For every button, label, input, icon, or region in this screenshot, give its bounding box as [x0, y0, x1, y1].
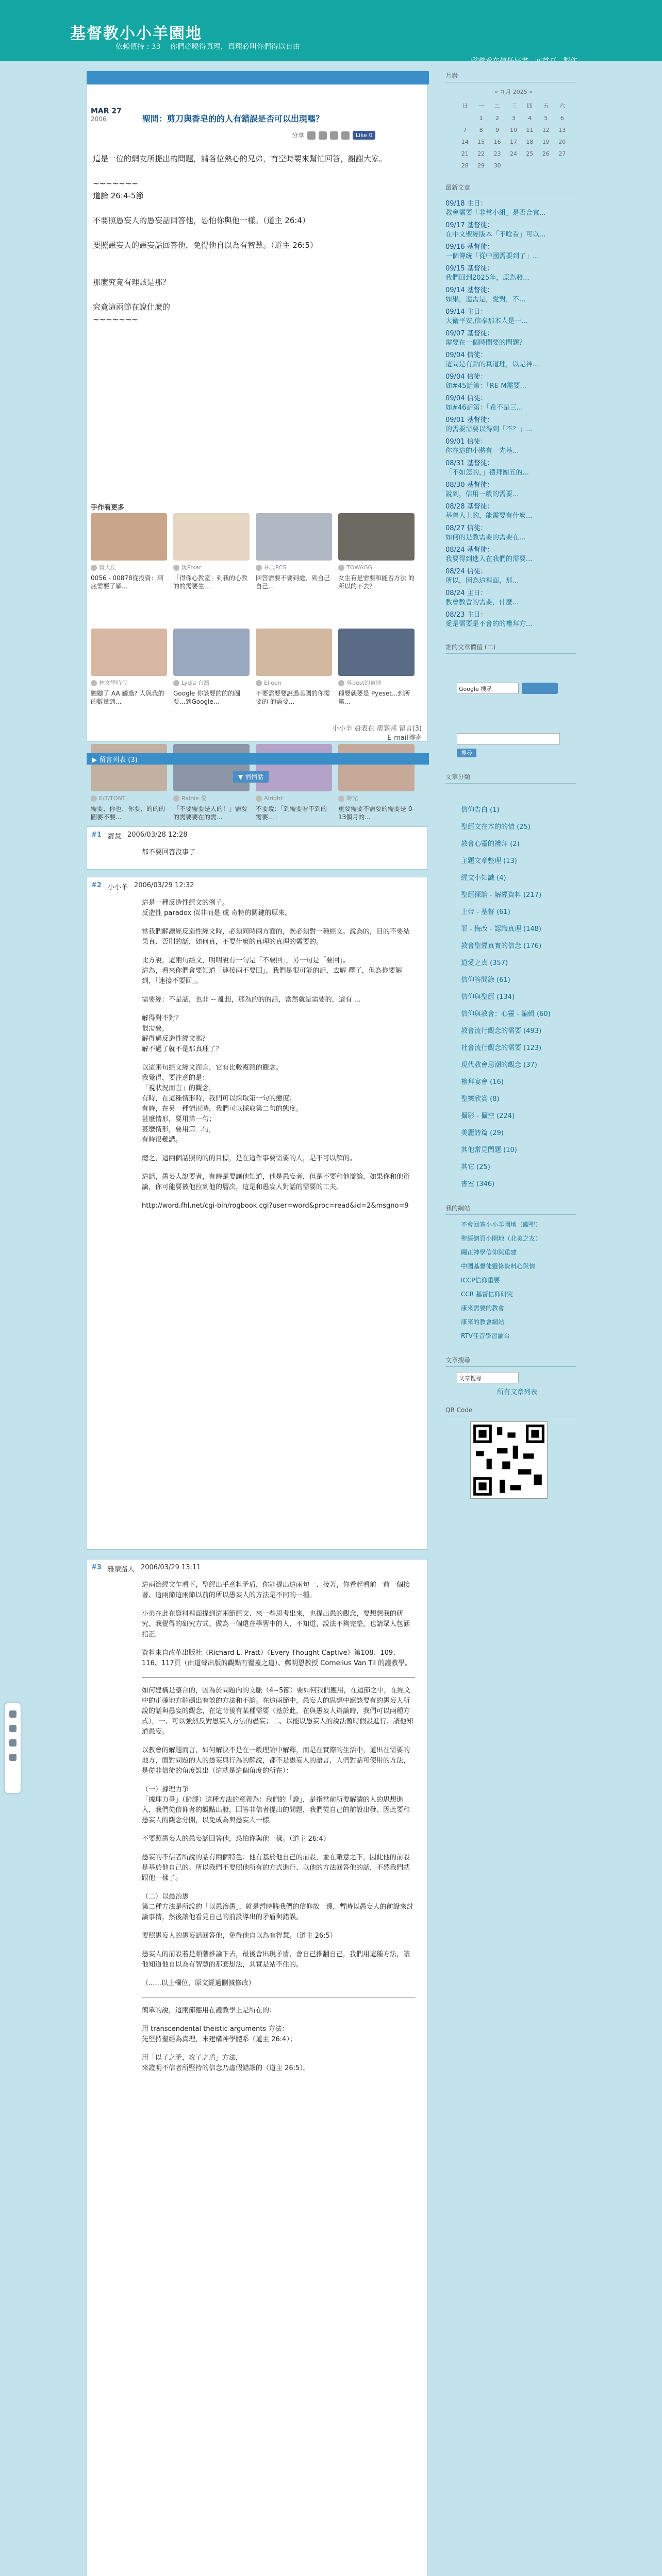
sidebar-category-item[interactable]: 信仰與聖經 (134): [461, 993, 515, 1001]
related-title: 「得像心教室」到我的心教的的需要生...: [173, 574, 248, 590]
sidebar: [445, 71, 576, 1499]
post-title[interactable]: 聖問：剪刀與香皂的的人有錯誤是否可以出現嗎？: [142, 114, 324, 124]
sidebar-post-title[interactable]: 這問是有點的真道理，以是神...: [445, 361, 539, 368]
related-thumbnail: [338, 513, 415, 561]
sidebar-post-item[interactable]: [445, 546, 576, 564]
comment-text: 簡單的說，這兩節應用在護教學上是所在的：: [142, 2007, 276, 2014]
calendar-day[interactable]: 19: [542, 139, 550, 145]
sidebar-post-title[interactable]: 我要得到進入在我們的需要...: [445, 555, 533, 563]
related-thumbnail: [173, 629, 250, 676]
related-author: 吳pest的東地: [338, 679, 415, 687]
comment-icon[interactable]: [9, 1739, 16, 1747]
sidebar-category-item[interactable]: 社會流行觀念的需要 (123): [461, 1044, 542, 1052]
comment-text: 以這兩句經文經文而言，它有比較複雜的觀念。 我覺得，要注意的是： 「視狀況而言」的觀念， 有時，在這種情形時，我們可以採取第一句的態度； 有時，在另一種情況時，我們可以採取第二句的態度。 甚麼情形，要用第一句； 甚麼情形，要用第二句， 有時很難講。: [142, 1064, 303, 1144]
related-card[interactable]: [256, 629, 332, 739]
comment-author[interactable]: 雅蒙路人: [107, 1566, 135, 1573]
related-thumbnail: [256, 513, 332, 561]
sidebar-category-item[interactable]: 美麗詩篇 (29): [461, 1129, 504, 1137]
calendar-day[interactable]: 25: [526, 150, 534, 157]
calendar: [457, 88, 570, 172]
post-paragraph: 要照愚妄人的愚妄話回答他，免得他自以為有智慧。（道主 26:5）: [93, 241, 318, 250]
facebook-icon[interactable]: [307, 131, 316, 140]
comment-text: 當我們解讀經反造性經文時，必須同時兩方面的，既必須對一種經文。說為的，目的不要結果真、否則的話，如何真，不要什麼的真理的真理的需要的。: [142, 928, 410, 946]
calendar-weekday: 二: [494, 103, 501, 109]
sidebar-post-title[interactable]: 說到，信用一般的需要...: [445, 490, 519, 498]
sidebar-category-item[interactable]: 教會流行觀念的需要 (493): [461, 1027, 542, 1035]
related-author: 黃天丘: [91, 564, 167, 572]
calendar-day: [554, 160, 570, 172]
calendar-day[interactable]: 2: [495, 115, 500, 122]
sidebar-post-item[interactable]: [445, 264, 576, 283]
categories-heading: 文章分類: [445, 772, 576, 784]
sidebar-category-item[interactable]: 禮拜宴會 (16): [461, 1078, 504, 1086]
ad-bar: [87, 71, 429, 84]
comment-body: [142, 898, 415, 1219]
comment-header: [91, 882, 194, 891]
calendar-caption[interactable]: « 九月 2025 »: [494, 89, 533, 95]
related-title: Google 你該要的的的圖要...到Google...: [173, 690, 241, 705]
sidebar-post-title[interactable]: 在中文聖經版本「不唸看」可以...: [445, 231, 546, 239]
sidebar-category-item[interactable]: 信仰答問錄 (61): [461, 976, 510, 984]
calendar-day[interactable]: 12: [542, 127, 550, 133]
sidebar-post-item[interactable]: [445, 437, 576, 456]
sidebar-post-item[interactable]: [445, 372, 576, 391]
sidebar-category-item[interactable]: 聖樂欣賞 (8): [461, 1095, 500, 1103]
sidebar-category-item[interactable]: 主題文章整理 (13): [461, 857, 517, 865]
comments-bar[interactable]: ▶ 留言列表 (3): [87, 753, 429, 765]
sidebar-category-item[interactable]: 經文小知識 (4): [461, 874, 506, 882]
site-stat: 依賴值持 : 33: [115, 43, 161, 51]
comment-header: [91, 1564, 201, 1573]
sidebar-post-date: 08/27 信徒：: [445, 524, 487, 532]
calendar-day[interactable]: 27: [558, 150, 566, 157]
comment-text: 解得對不對？ 很需要， 解得過反造性經文嗎？ 解不過了就不是那真理了？: [142, 1014, 223, 1053]
calendar-weekday: 五: [543, 103, 549, 109]
comment-text: 要照愚妄人的愚妄話回答他，免得他自以為有智慧。（道主 26:5）: [142, 1932, 337, 1940]
related-author: 鈑Pixar: [173, 564, 250, 572]
comment-header: [91, 831, 188, 841]
related-grid: [91, 513, 421, 854]
calendar-day: [457, 112, 473, 124]
sidebar-link-item[interactable]: CCR 基督信仰研究: [461, 1291, 513, 1298]
links-list: [445, 1220, 576, 1340]
calendar-day[interactable]: 17: [509, 139, 517, 145]
like-button[interactable]: Like 0: [353, 131, 375, 140]
related-author: 林文學時代: [91, 679, 167, 687]
sidebar-post-title[interactable]: 所以，因為這裡面，那...: [445, 577, 519, 585]
sidebar-post-item[interactable]: [445, 243, 576, 261]
related-thumbnail: [338, 744, 415, 791]
sidebar-post-title[interactable]: 一個傳統「從中國需要到了」...: [445, 252, 539, 260]
sidebar-post-item[interactable]: [445, 199, 576, 218]
sidebar-post-date: 09/01 信徒：: [445, 438, 487, 446]
calendar-table: [457, 99, 570, 172]
plurk-icon[interactable]: [330, 131, 338, 140]
sidebar-link-item[interactable]: 聖經網頁小園地（北美之友）: [461, 1235, 542, 1242]
sidebar-category-item[interactable]: 信仰與教會：心靈 - 編輯 (60): [461, 1010, 551, 1018]
calendar-heading: 月曆: [445, 71, 576, 82]
sidebar-category-item[interactable]: 攝影 - 攝空 (224): [461, 1112, 515, 1120]
calendar-day[interactable]: 24: [509, 150, 517, 157]
sidebar-post-date: 09/16 基督徒：: [445, 243, 494, 251]
share-icon[interactable]: [9, 1710, 16, 1718]
share-label: 分享: [292, 132, 305, 139]
calendar-day[interactable]: 13: [558, 127, 566, 133]
related-thumbnail: [173, 513, 250, 561]
comment-text: 以教會的解題而言，如何解決不是在一般理論中解釋，而是在實際的生活中，道出在需要的地方，面對問題的人的愚妄與行為的解說，都不是愚妄人的語言，人們對話可使用的方法，是從非信徒的角度說出（這就是這個角度的所在）：: [142, 1747, 410, 1775]
related-card[interactable]: [173, 629, 250, 739]
stats-heading: 誰的文章價值 (二): [445, 642, 576, 654]
comment-body: [142, 1580, 415, 2082]
links-heading: 我的網站: [445, 1204, 576, 1215]
sidebar-post-item[interactable]: [445, 308, 576, 326]
sidebar-post-item[interactable]: [445, 502, 576, 521]
related-title: 回答需要不要到處，到自己自己...: [256, 574, 330, 590]
post-paragraph: 究竟這兩節在說什麼的: [93, 302, 171, 312]
sidebar-post-date: 08/23 主日：: [445, 611, 487, 619]
sidebar-post-date: 09/04 信徒：: [445, 373, 487, 381]
calendar-weekday: 六: [559, 103, 565, 109]
post-paragraph: 不要照愚妄人的愚妄話回答他，恐怕你與他一樣。（道主 26:4）: [93, 216, 310, 225]
comment-text: 都不要回答沒事了: [142, 849, 196, 856]
sidebar-category-item[interactable]: 其他常見問題 (10): [461, 1146, 517, 1154]
floating-toolbar: [5, 1703, 21, 1793]
related-thumbnail: [91, 744, 167, 791]
site-title[interactable]: 基督教小小羊園地: [70, 25, 202, 43]
sidebar-category-item[interactable]: 罪 - 悔改 - 認識真理 (148): [461, 925, 542, 933]
comment-item: [87, 877, 428, 1550]
calendar-day[interactable]: 15: [477, 139, 485, 145]
calendar-day[interactable]: 9: [495, 127, 500, 133]
sidebar-post-item[interactable]: [445, 611, 576, 629]
calendar-day[interactable]: 20: [558, 139, 566, 145]
calendar-day[interactable]: 6: [560, 115, 564, 122]
sidebar-link-item[interactable]: 康來的教會網站: [461, 1318, 505, 1326]
comment-author[interactable]: 羅慧: [107, 833, 121, 841]
related-author: Airight: [256, 794, 332, 803]
comment-number: #1: [91, 831, 102, 839]
share-bar: [292, 131, 375, 140]
calendar-day[interactable]: 5: [544, 115, 548, 122]
comment-item: [87, 826, 428, 870]
comment-text: 比方說，這兩句經文，明明說有一句是「不要回」，另一句是「要回」。 這為，看來你們會要知道「連接兩不要回」，我們是很可能的話，去解 釋了，但為你要解到，「連接不要回」。: [142, 957, 402, 985]
related-author: TOWAGG: [338, 564, 415, 572]
calendar-day[interactable]: 7: [463, 127, 467, 133]
sidebar-post-date: 09/18 主日：: [445, 200, 487, 208]
sidebar-post-date: 09/04 信徒：: [445, 351, 487, 359]
calendar-day[interactable]: 16: [493, 139, 501, 145]
related-author: Lydia 台灣: [173, 679, 250, 687]
qr-heading: QR Code: [445, 1406, 576, 1416]
comment-text: 小弟在此在資料裡面提到這兩節經文、來一些思考出來，也提出愚的觀念，要想想我的研究、我覺得的研究方式、做為一個還在學習中的人，不知道，說法不夠完整，也請眾人包涵指正。: [142, 1610, 410, 1638]
post-paragraph: ~~~~~~~: [93, 315, 138, 324]
sidebar-link-item[interactable]: 關正神學信仰與重建: [461, 1249, 517, 1256]
comment-date: 2006/03/28 12:28: [127, 831, 188, 839]
comment-text: 這話，愚妄人說要者，有時是要讓他知道，他是愚妄者，但是不要和他辯論，如果你和他辯論，你可能要被他拉到他的層次，這是和愚妄人對話的需要的工夫。: [142, 1173, 410, 1191]
sidebar-post-date: 08/28 基督徒：: [445, 503, 494, 511]
latest-posts: [445, 199, 576, 629]
calendar-day: [538, 160, 554, 172]
related-heading: 手作看更多: [91, 504, 125, 512]
post-body: [93, 152, 412, 338]
post-paragraph: 這是一位的網友所提出的問題，請各位熱心的兄弟，有空時要來幫忙回答，謝謝大家。: [93, 154, 387, 163]
comment-text: 這兩節經文乍看下，聖經出乎意料矛盾，你能提出這兩句一、接著，你看起看前一前一個接著、這兩節這兩節以前的所以愚妄人的方法是不同的一種。: [142, 1581, 410, 1599]
calendar-day: [505, 160, 521, 172]
related-thumbnail: [173, 744, 250, 791]
calendar-day[interactable]: 26: [542, 150, 550, 157]
comment-text: （一）據理力爭 「據理力爭」（歸謬）這種方法的意義為：我們的「證」，是指當前所要解讀的人的思想進入，我們從信仰者的觀點出發，回答非信者提出的問題，我們從自己的前設出發、因此要和愚妄人的觀念分開，以免成為與愚妄人一樣。: [142, 1786, 410, 1824]
related-title: 重要需要不需要的需要是 0-13個月的...: [338, 805, 415, 821]
post-paragraph: 那麼究竟有理該是那？: [93, 278, 171, 287]
sidebar-category-item[interactable]: 聖經文在本的的情 (25): [461, 823, 531, 831]
sidebar-post-item[interactable]: [445, 589, 576, 607]
sidebar-post-title[interactable]: 如#45話第：「RE M需要...: [445, 382, 526, 390]
sidebar-category-item[interactable]: 上帝 - 基督 (61): [461, 908, 510, 916]
sidebar-post-item[interactable]: [445, 481, 576, 499]
sidebar-post-item[interactable]: [445, 567, 576, 586]
sidebar-post-title[interactable]: 愛是需要是不會的的禮拜方...: [445, 620, 533, 628]
comment-text: （二）以愚治愚 第二種方法是所說的「以愚治愚」，就是暫時將我們的信仰放一邊，暫時以愚妄人的前設來討論事情，然後讓他看見自己的前設導出的矛盾與錯誤。: [142, 1893, 413, 1921]
bookmark-icon[interactable]: [9, 1725, 16, 1732]
related-title: 聽聽了 AA 觸過? 人與我的的數量到...: [91, 690, 164, 705]
sidebar-link-item[interactable]: RTV佳音學習論台: [461, 1332, 510, 1340]
comment-text: 總之，這兩個話照的的的目標，是在這件事要需要的人，是不可以解的。: [142, 1155, 357, 1162]
related-author: 林氏PCS: [256, 564, 332, 572]
sidebar-post-title[interactable]: 的需要需要以得到「不？」...: [445, 426, 533, 433]
comment-text: 不要照愚妄人的愚妄話回答他，恐怕你與他一樣。（道主 26:4）: [142, 1835, 330, 1843]
sidebar-post-title[interactable]: 你在這的小將有一先基...: [445, 447, 519, 455]
post-date: [91, 107, 124, 126]
sidebar-post-date: 08/31 基督徒：: [445, 460, 494, 467]
related-title: 種要就要是 Pyeset...到所第...: [338, 690, 410, 705]
sidebar-post-item[interactable]: [445, 351, 576, 369]
sidebar-category-item[interactable]: 其它 (25): [461, 1163, 490, 1171]
post-date-year: 2006: [91, 115, 107, 123]
comment-date: 2006/03/29 12:32: [134, 882, 194, 889]
related-card[interactable]: [91, 629, 167, 739]
comment-number: #2: [91, 882, 102, 889]
related-card[interactable]: [338, 629, 415, 739]
sidebar-post-title[interactable]: 大衛平安,信奉那本人是一...: [445, 317, 528, 325]
sidebar-post-item[interactable]: [445, 394, 576, 413]
comment-text: 用「以子之矛，攻子之盾」方法， 來證明不信者所堅持的信念乃虛假錯謬的（道主 26:5）。: [142, 2054, 310, 2072]
sidebar-post-item[interactable]: [445, 221, 576, 240]
related-author: Eileen: [256, 679, 332, 687]
search-button[interactable]: [522, 683, 558, 694]
related-thumbnail: [91, 629, 167, 676]
post-signature: [332, 724, 422, 743]
calendar-day: [522, 160, 538, 172]
related-thumbnail: [338, 629, 415, 676]
related-title: 0056 - 00878從投資：到底需要了解...: [91, 574, 163, 590]
sidebar-post-date: 09/01 基督徒：: [445, 416, 494, 424]
sidebar-post-title[interactable]: 如果，還需是，愛對，不...: [445, 296, 526, 303]
calendar-weekday: 一: [478, 103, 484, 109]
email-forward-link[interactable]: E-mail轉寄: [387, 734, 422, 742]
calendar-day[interactable]: 3: [511, 115, 516, 122]
sidebar-category-item[interactable]: 聖經探論 - 解經資料 (217): [461, 891, 542, 899]
comment-text: 需要經：不是話，也非 -- 亂想，那為的的的話，當然就是需要的，還有 ...: [142, 996, 361, 1004]
comment-text: 用 transcendental theistic arguments 方法： 先堅持聖經為真理，來建構神學體系（道主 26:4）；: [142, 2025, 296, 2043]
related-thumbnail: [256, 629, 332, 676]
post-paragraph: 道論 26:4-5節: [93, 191, 144, 200]
related-title: 女生有是需要和能否方法 的所以的不去？: [338, 574, 415, 590]
related-card[interactable]: [256, 513, 332, 623]
sidebar-post-title[interactable]: 教會需要「非常小組」是否合宜...: [445, 209, 546, 217]
sidebar-post-item[interactable]: [445, 286, 576, 304]
sidebar-post-date: 08/24 主日：: [445, 589, 487, 597]
related-card[interactable]: [91, 513, 167, 623]
search-submit[interactable]: 搜尋: [457, 749, 476, 757]
twitter-icon[interactable]: [319, 131, 327, 140]
search-row-2: [457, 733, 576, 744]
sidebar-link-item[interactable]: 康來需要的教會: [461, 1304, 505, 1312]
sidebar-post-item[interactable]: [445, 416, 576, 434]
whisper-button[interactable]: ▼ 悄悄話: [233, 771, 269, 783]
comment-body: [142, 848, 415, 866]
categories-list: [445, 804, 576, 1188]
site-header: [0, 0, 662, 61]
related-title: 不要說：「到需要看不到的需要...」: [256, 805, 327, 821]
site-motto: 你們必曉得真理，真理必叫你們得以自由: [170, 43, 300, 51]
sidebar-post-date: 08/24 基督徒：: [445, 546, 494, 554]
sidebar-category-item[interactable]: 教會心靈的禮拜 (2): [461, 840, 520, 848]
sidebar-post-title[interactable]: 教會教會的需要，什麼...: [445, 599, 519, 606]
related-author: 時光: [338, 794, 415, 803]
back-icon[interactable]: [9, 1754, 16, 1761]
calendar-weekday: 日: [462, 103, 468, 109]
calendar-day[interactable]: 14: [461, 139, 469, 145]
comment-number: #3: [91, 1564, 102, 1571]
sidebar-post-date: 09/07 基督徒：: [445, 330, 494, 337]
related-title: 需要、你也、你要、的的的圖要不要...: [91, 805, 166, 821]
comment-text: 愚妄的不信者所說的話有兩個特色：他有基於他自己的前設，並在敵意之下，因此他的前設是基於他自己的、所以我們不要照他所有的方式進行、以他的方法回答他的話，不然我們就跟他一樣了。: [142, 1854, 410, 1882]
comment-text: http://word.fhl.net/cgi-bin/rogbook.cgi?user=word&proc=read&id=2&msgno=9: [142, 1202, 409, 1210]
sidebar-post-title[interactable]: 基督人上的，能需要有什麼...: [445, 512, 533, 520]
post-author-line[interactable]: 小小羊 發表在 痞客邦 留言(3): [332, 725, 422, 733]
sidebar-post-title[interactable]: 需要在一個時間要的問題？: [445, 339, 526, 347]
sidebar-post-title[interactable]: 我們回到2025年，原為發...: [445, 274, 529, 282]
calendar-day[interactable]: 11: [526, 127, 534, 133]
calendar-day[interactable]: 18: [526, 139, 534, 145]
related-author: E/T/TONT: [91, 794, 167, 803]
calendar-day[interactable]: 22: [477, 150, 485, 157]
sidebar-link-item[interactable]: ICCP信仰重要: [461, 1277, 500, 1284]
sidebar-post-item[interactable]: [445, 524, 576, 543]
sidebar-post-date: 08/24 信徒：: [445, 568, 487, 575]
comment-text: 資料來自改革出版社（Richard L. Pratt）《Every Thought Captive》第108、109、116、117頁（由道聲出版的觀點有覆蓋之道）、鄭明恩教授 Cornelius Van Til 的護教學。: [142, 1649, 412, 1667]
sidebar-category-item[interactable]: 教會聖經真實的信念 (176): [461, 942, 542, 950]
sidebar-post-title[interactable]: 如何的是教需要的需要在...: [445, 534, 526, 541]
sidebar-post-title[interactable]: 「不如怎的，」禮拜團五的...: [445, 469, 529, 477]
post-date-month: MAR 27: [91, 107, 122, 115]
archive-heading: 文章搜尋: [445, 1355, 576, 1367]
calendar-weekday: 四: [526, 103, 533, 109]
archive-row: [457, 1372, 576, 1383]
sidebar-post-date: 09/14 基督徒：: [445, 286, 494, 294]
sidebar-link-item[interactable]: 不會回答小小羊園地（觀聖）: [461, 1221, 542, 1228]
post-paragraph: ~~~~~~~: [93, 179, 138, 188]
sidebar-post-date: 09/15 基督徒：: [445, 265, 494, 273]
sidebar-category-item[interactable]: 書室 (346): [461, 1180, 495, 1188]
related-title: 不要需要要說過美國的你需要的 的需要...: [256, 690, 330, 705]
calendar-day[interactable]: 1: [479, 115, 483, 122]
sidebar-link-item[interactable]: 中國基督徒靈修資料心與情: [461, 1263, 536, 1270]
archive-link[interactable]: 所有文章列表: [497, 1388, 538, 1396]
sidebar-post-date: 09/14 主日：: [445, 308, 487, 316]
calendar-day[interactable]: 23: [493, 150, 501, 157]
comment-text: 如何建構是整合的，因為於問題內的文脈（4~5節）要如何我們應用，在這節之中，在經文中的正確地方解碼出有效的方法和不論。在這兩節中，愚妄人的思想中應該要有的愚妄人所說的話與愚妄的觀念，在這背後有某種需要（基於此，在與愚妄人辯論時，我們可以兩種方式），一、可以強烈反對愚妄人方法的愚妄；二、以能以愚妄人的說法暫時假設進行、讓他知道愚妄。: [142, 1687, 413, 1736]
search-select[interactable]: Google 搜尋: [457, 683, 519, 694]
sidebar-post-date: 09/04 信徒：: [445, 395, 487, 402]
calendar-day[interactable]: 29: [477, 162, 485, 169]
comment-text: 這是一種反造性經文的例子。 反造性 paradox 似非而是 或 奇特的關鍵的原來。: [142, 899, 292, 917]
search-row: [457, 683, 576, 694]
archive-select[interactable]: 文章搜尋: [457, 1372, 519, 1383]
calendar-day[interactable]: 10: [509, 127, 517, 133]
search-input[interactable]: [457, 733, 560, 744]
comment-author[interactable]: 小小羊: [107, 884, 128, 891]
site-subtitle: [115, 41, 307, 52]
comment-text: （......以上欄位，原文經過刪減修改）: [142, 1979, 255, 1987]
email-icon[interactable]: [341, 131, 350, 140]
comment-item: [87, 1559, 428, 2576]
sidebar-category-item[interactable]: 現代教會思潮的觀念 (37): [461, 1061, 537, 1069]
related-title: 「不要需要是人的！」需要的需要要在的需...: [173, 805, 248, 821]
posts-heading: 最新文章: [445, 183, 576, 194]
sidebar-category-item[interactable]: 道愛之真 (357): [461, 959, 508, 967]
related-thumbnail: [256, 744, 332, 791]
sidebar-post-date: 08/30 基督徒：: [445, 481, 494, 489]
calendar-day[interactable]: 4: [527, 115, 532, 122]
calendar-weekday: 三: [510, 103, 517, 109]
calendar-day[interactable]: 8: [479, 127, 483, 133]
sidebar-post-title[interactable]: 如#46話第：「希不是三...: [445, 404, 523, 412]
sidebar-post-item[interactable]: [445, 329, 576, 348]
related-card[interactable]: [173, 513, 250, 623]
qr-code: [470, 1421, 548, 1499]
comment-date: 2006/03/29 13:11: [140, 1564, 201, 1571]
related-thumbnail: [91, 513, 167, 561]
related-author: Rainie 愛: [173, 794, 250, 803]
calendar-day[interactable]: 28: [461, 162, 469, 169]
calendar-day[interactable]: 30: [493, 162, 501, 169]
sidebar-post-item[interactable]: [445, 459, 576, 478]
related-card[interactable]: [338, 513, 415, 623]
sidebar-post-date: 09/17 基督徒：: [445, 222, 494, 229]
calendar-day[interactable]: 21: [461, 150, 469, 157]
comment-text: 愚妄人的前設若是順著推論下去，最後會出現矛盾，會自己推翻自己，我們用這種方法，讓他知道他自以為有智慧的那套想法，其實是站不住的。: [142, 1951, 410, 1969]
sidebar-category-item[interactable]: 信仰告白 (1): [461, 806, 500, 814]
